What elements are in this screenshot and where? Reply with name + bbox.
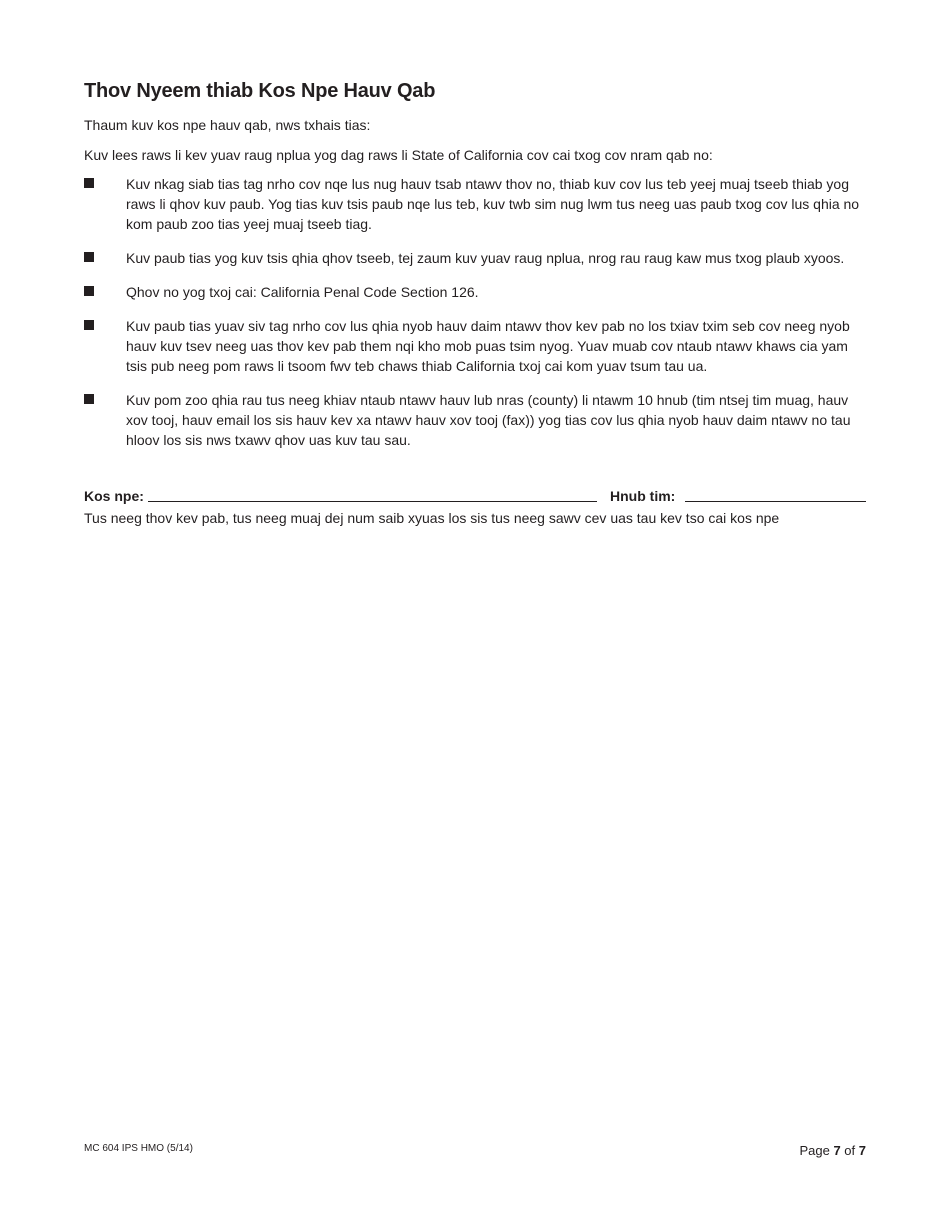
signature-row — [84, 488, 868, 504]
list-item-text: Kuv pom zoo qhia rau tus neeg khiav ntaub ntawv hauv lub nras (county) li ntawm 10 hnub (tim ntsej tim muag, hauv xov tooj, hauv email los sis hauv kev xa ntawv hauv xov tooj (fax)) yog tias cov lus qhia nyob hauv daim ntawv no tau hloov los sis nws txawv qhov uas kuv tau sau. — [126, 392, 851, 448]
list-item-text: Kuv paub tias yuav siv tag nrho cov lus qhia nyob hauv daim ntawv thov kev pab no los txiav txim seb cov neeg nyob hauv kuv tsev neeg uas thov kev pab them nqi kho mob puas tsim nyog. Yuav muab cov ntaub ntawv khaws cia yam tsis pub neeg pom raws li tsoom fwv teb chaws thiab California txoj cai kom yuav tsum tau ua. — [126, 318, 850, 374]
date-field[interactable] — [685, 501, 866, 502]
signature-note: Tus neeg thov kev pab, tus neeg muaj dej num saib xyuas los sis tus neeg sawv cev uas tau kev tso cai kos npe — [84, 510, 780, 526]
page-title: Thov Nyeem thiab Kos Npe Hauv Qab — [84, 80, 436, 102]
square-bullet-icon — [84, 252, 94, 262]
list-item — [84, 390, 868, 450]
page-number — [799, 1143, 866, 1158]
list-item-text: Kuv nkag siab tias tag nrho cov nqe lus nug hauv tsab ntawv thov no, thiab kuv cov lus teb yeej muaj tseeb thiab yog raws li qhov kuv paub. Yog tias kuv tsis paub nqe lus teb, kuv twb sim nug lwm tus neeg uas paub txog cov lus qhia no kom paub zoo tias yeej muaj tseeb tiag. — [126, 176, 860, 232]
signature-label: Kos npe: — [84, 488, 144, 504]
list-item — [84, 248, 868, 268]
list-item — [84, 282, 868, 302]
square-bullet-icon — [84, 178, 94, 188]
signature-field[interactable] — [148, 501, 597, 502]
list-item — [84, 174, 868, 234]
page-of: of — [844, 1143, 856, 1158]
square-bullet-icon — [84, 394, 94, 404]
page-word: Page — [799, 1143, 830, 1158]
page-total: 7 — [858, 1143, 866, 1158]
list-item — [84, 316, 868, 376]
declaration-list — [84, 174, 868, 464]
form-code: MC 604 IPS HMO (5/14) — [84, 1143, 193, 1154]
list-item-text: Qhov no yog txoj cai: California Penal Code Section 126. — [126, 284, 479, 300]
square-bullet-icon — [84, 286, 94, 296]
list-item-text: Kuv paub tias yog kuv tsis qhia qhov tseeb, tej zaum kuv yuav raug nplua, nrog rau raug kaw mus txog plaub xyoos. — [126, 250, 845, 266]
date-label: Hnub tim: — [610, 488, 676, 504]
intro-paragraph: Thaum kuv kos npe hauv qab, nws txhais tias: — [84, 117, 371, 133]
page-current: 7 — [833, 1143, 841, 1158]
square-bullet-icon — [84, 320, 94, 330]
intro-paragraph: Kuv lees raws li kev yuav raug nplua yog dag raws li State of California cov cai txog cov nram qab no: — [84, 147, 713, 163]
